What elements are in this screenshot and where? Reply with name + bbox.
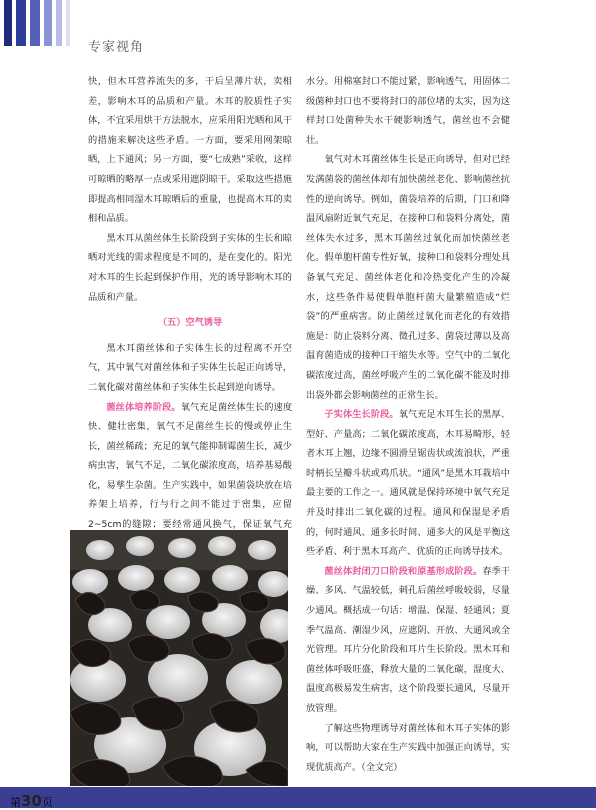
right-paragraph-2: 氧气对木耳菌丝体生长是正向诱导，但对已经发满菌袋的菌丝体却有加快菌丝老化、影响菌丝抗性的逆向诱导。例如，菌袋培养的后期，门口和降温风扇附近氧气充足，在接种口和袋料分离处，菌丝体失水过多，黑木耳菌丝过氧化而加快菌丝老化。假单胞杆菌专性好氧，接种口和袋料分理处具备氧气充足、菌丝体老化和冷热变化产生的冷凝水，这些条件易使假单胞杆菌大量繁殖造成“烂袋”的严重病害。防止菌丝过氧化而老化的有效措施是：防止袋料分离、徵孔过多、菌袋过薄以及高温育菌造成的接种口干缩失水等。空气中的二氧化碳浓度过高，菌丝呼吸产生的二氧化碳不能及时排出袋外都会影响菌丝的正常生长。 [306, 154, 510, 401]
left-paragraph-3: 黑木耳菌丝体和子实体生长的过程离不开空气，其中氧气对菌丝体和子实体生长起正向诱导，二氧化碳对菌丝体和子实体生长起到逆向诱导。 [88, 342, 292, 393]
header-stripes [0, 0, 72, 46]
page-suffix: 页 [41, 796, 53, 809]
right-column [306, 72, 510, 777]
primordium-stage-label: 菌丝体封闭刀口阶段和原基形成阶段。 [324, 565, 483, 577]
left-paragraph-4-text: 氧气充足菌丝体生长的速度快、健壮密集，氧气不足菌丝生长的慢或停止生长，菌丝稀疏；充足的氧气能抑制霉菌生长，减少病虫害，氧气不足，二氧化碳浓度高，培养基易酸化，易孳生杂菌。生产实践中，如果菌袋块放在培养架上培养，行与行之间不能过于密集，应留2~5cm的缝隙；要经常通风换气，保证氧气充 [88, 401, 293, 531]
mushroom-photo [70, 530, 288, 786]
page-number [10, 792, 53, 810]
left-paragraph-1: 快，但木耳营养流失的多，干后呈薄片状，卖相差，影响木耳的品质和产量。木耳的胶质性子实体，不宜采用烘干方法脱水，应采用阳光晒和风干的措施来解决这些矛盾。一方面，要采用网架晾晒，上下通风；另一方面，要“七成熟”采收，这样可晾晒的略厚一点或采用遮阴晾干。采取这些措施即提高相同湿木耳晾晒后的重量，也提高木耳的卖相和品质。 [88, 76, 292, 225]
black-fungus-cultivation-image [70, 530, 288, 786]
mycelium-stage-label: 菌丝体培养阶段。 [106, 401, 181, 413]
left-column [88, 72, 292, 554]
page-prefix: 第 [10, 796, 21, 809]
page-number-value: 30 [21, 792, 42, 810]
right-paragraph-4-text: 春季干燥、多风、气温较低，刺孔后菌丝呼吸较弱，尽量少通风。概括成一句话：增温、保湿、轻通风；夏季气温高、潮湿少风，应遮阴、开放、大通风或全光管理。耳片分化阶段和耳片生长阶段。黑木耳和菌丝体呼吸旺盛，释放大量的二氧化碳，湿度大、温度高极易发生病害，这个阶段要长通风，尽量开放管理。 [306, 565, 511, 714]
section-heading: （五）空气诱导 [157, 317, 223, 329]
left-paragraph-2: 黑木耳从菌丝体生长阶段到子实体的生长和晾晒对光线的需求程度是不同的，是在变化的。阳光对木耳的生长起到保护作用，光的诱导影响木耳的品质和产量。 [88, 232, 292, 303]
fruiting-stage-label: 子实体生长阶段。 [324, 409, 399, 421]
section-title: 专家视角 [88, 40, 145, 55]
footer-bar [0, 787, 596, 808]
right-paragraph-1: 水分。用棉塞封口不能过紧，影响透气，用固体二级菌种封口也不要将封口的部位堵的太实，因为这样封口处菌种失水干硬影响透气，菌丝也不会健壮。 [306, 76, 510, 146]
right-paragraph-3 [306, 405, 510, 562]
right-paragraph-3-text: 氧气充足木耳生长的黑厚、型好、产量高；二氧化碳浓度高，木耳易畸形，轻者木耳上翘，边缘不圆滑呈锯齿状或流浪状，严重时柄长呈瓣斗状或鸡爪状。“通风”是黑木耳栽培中最主要的工作之一。通风就是保持环境中氧气充足并及时排出二氧化碳的过程。通风和保湿是矛盾的，何时通风、通多长时间、通多大的风是平衡这些矛盾、利于黑木耳高产、优质的正向诱导技术。 [306, 409, 511, 558]
right-paragraph-4 [306, 562, 510, 719]
right-paragraph-5: 了解这些物理诱导对菌丝体和木耳子实体的影响，可以帮助大家在生产实践中加强正向诱导，实现优质高产。（全文完） [306, 722, 510, 773]
